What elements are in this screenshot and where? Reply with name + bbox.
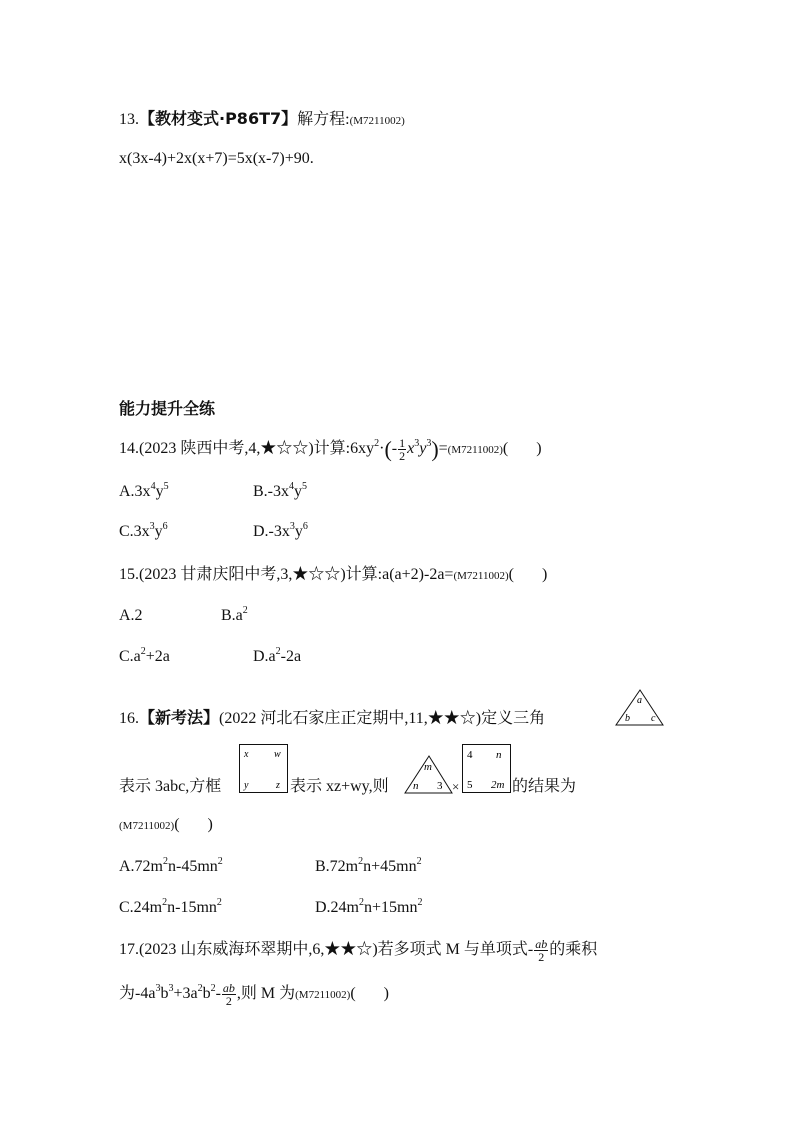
q17-l2-frac-num: ab <box>222 981 235 995</box>
q14-code: (M7211002) <box>447 444 503 457</box>
tri-val-3: 3 <box>437 780 443 792</box>
q13-title <box>119 108 405 132</box>
q16-tag: 【新考法】 <box>139 708 220 727</box>
q16-option-c[interactable] <box>119 897 222 919</box>
q14-neg: - <box>391 440 398 458</box>
q14-frac-num: 1 <box>399 436 406 450</box>
q14-exp3b: 3 <box>426 438 432 450</box>
q14-eq: = <box>438 440 448 458</box>
q14-x: x <box>407 440 415 458</box>
q16-a-e2: 2 <box>217 856 223 867</box>
tri-val-m: m <box>424 761 432 773</box>
q15-option-a[interactable]: A.2 <box>119 607 143 624</box>
q17-l2-e1: 3 <box>155 983 161 995</box>
box-def-y: y <box>244 780 249 791</box>
q16-a-e1: 2 <box>163 856 168 867</box>
q16-b-p2: n+45mn <box>363 858 417 875</box>
q14-b-mid: y <box>294 483 302 500</box>
box-def-z: z <box>276 780 280 791</box>
q16-d-e2: 2 <box>417 897 423 908</box>
q14-option-d[interactable] <box>253 521 308 543</box>
times-sign: × <box>452 779 460 794</box>
q16-c-e1: 2 <box>162 897 168 908</box>
q17-l2-a: 为-4a <box>119 985 156 1003</box>
triangle-value <box>404 755 454 795</box>
q14-d-base: D.-3x <box>253 523 290 540</box>
q14-option-c[interactable] <box>119 521 168 543</box>
q13-instruction: 解方程: <box>297 111 350 128</box>
box-def-x: x <box>244 749 249 760</box>
tri-def-c: c <box>651 713 656 724</box>
q16-option-a[interactable] <box>119 856 223 878</box>
q14-fraction <box>398 437 406 462</box>
q16-b-p1: B.72m <box>315 858 359 875</box>
q17-frac-den: 2 <box>538 950 545 964</box>
q17-text1: 17.(2023 山东威海环翠期中,6,★★☆)若多项式 M 与单项式- <box>119 941 534 959</box>
q16-text4: 的结果为 <box>512 778 577 795</box>
q14-option-a[interactable] <box>119 481 169 503</box>
q14-a-mid: y <box>155 483 164 500</box>
q15-d-rest: -2a <box>280 648 302 665</box>
q14-option-b[interactable] <box>253 481 307 503</box>
q14-y: y <box>419 440 427 458</box>
q13-number: 13. <box>119 111 139 128</box>
q15-option-c[interactable] <box>119 646 170 668</box>
q14-c-mid: y <box>154 523 163 540</box>
q14-d-mid: y <box>294 523 303 540</box>
q17-l2-c: +3a <box>173 985 198 1003</box>
box-value <box>462 744 512 794</box>
q17-l2-e3: 2 <box>197 983 203 995</box>
q16-close-paren: ) <box>207 816 213 833</box>
q14-c-base: C.3x <box>119 523 150 540</box>
q17-l2-e2: 3 <box>168 983 174 995</box>
q16-c-e2: 2 <box>216 897 222 908</box>
q16-option-b[interactable] <box>315 856 422 878</box>
q16-text3: 表示 xz+wy,则 <box>290 778 389 795</box>
q16-c-p2: n-15mn <box>167 899 217 916</box>
q14-frac-den: 2 <box>399 449 406 463</box>
q17-code: (M7211002) <box>295 989 351 1002</box>
q13-code: (M7211002) <box>349 115 405 127</box>
q16-open-paren: ( <box>174 816 180 833</box>
q14-b-e1: 4 <box>289 481 294 492</box>
q14-prefix: 14.(2023 陕西中考,4,★☆☆)计算:6xy <box>119 440 375 458</box>
box-val-4: 4 <box>467 749 473 761</box>
box-def-w: w <box>274 749 281 760</box>
q14-c-e2: 6 <box>162 521 168 532</box>
section-title: 能力提升全练 <box>119 399 216 418</box>
q16-number: 16. <box>119 710 139 727</box>
q16-d-p2: n+15mn <box>364 899 418 916</box>
q15-d-exp: 2 <box>275 646 281 657</box>
q14-exp3a: 3 <box>414 438 420 450</box>
q16-d-p1: D.24m <box>315 899 359 916</box>
q14-b-e2: 5 <box>302 481 307 492</box>
q14-close-paren: ) <box>536 440 542 458</box>
q14-d-e1: 3 <box>289 521 295 532</box>
q17-line2 <box>119 982 389 1007</box>
q16-a-p2: n-45mn <box>168 858 218 875</box>
q15-close-paren: ) <box>541 566 548 583</box>
q14-d-e2: 6 <box>302 521 308 532</box>
q15-code: (M7211002) <box>453 570 509 582</box>
q14-a-e1: 4 <box>150 481 156 492</box>
q15-text: 15.(2023 甘肃庆阳中考,3,★☆☆)计算:a(a+2)-2a= <box>119 566 454 583</box>
q17-l2-frac-den: 2 <box>225 994 232 1008</box>
q16-line1 <box>119 707 545 730</box>
q14-a-e2: 5 <box>163 481 169 492</box>
q17-close-paren: ) <box>383 985 389 1003</box>
q15-b-exp: 2 <box>242 605 248 616</box>
q16-d-e1: 2 <box>359 897 364 908</box>
q15-option-d[interactable] <box>253 646 301 668</box>
q16-b-e1: 2 <box>358 856 364 867</box>
q14-dot: · <box>379 440 385 458</box>
q17-l2-e4: 2 <box>210 983 216 995</box>
q17-l2-tail: ,则 M 为 <box>236 985 296 1003</box>
q16-c-p1: C.24m <box>119 899 163 916</box>
tri-val-n: n <box>413 780 419 792</box>
q14-stem: 14.(2023 陕西中考,4,★☆☆)计算$:6xy^2\cdot(-$ $\frac{1}{2}$ $x^3y^3)=(M7211002)$( ) <box>119 436 542 463</box>
q17-l2-fraction <box>222 982 236 1007</box>
q15-c-exp: 2 <box>140 646 146 657</box>
q13-equation: x(3x-4)+2x(x+7)=5x(x-7)+90. <box>119 150 314 167</box>
q14-a-base: A.3x <box>119 483 151 500</box>
q16-text2: 表示 3abc,方框 <box>119 778 222 795</box>
q16-text1: (2022 河北石家庄正定期中,11,★★☆)定义三角 <box>219 710 546 727</box>
q14-open-paren: ( <box>502 440 509 458</box>
q17-frac-num: ab <box>535 937 548 951</box>
q15-c-rest: +2a <box>145 648 170 665</box>
box-val-2m: 2m <box>491 779 505 791</box>
q15-stem <box>119 564 547 587</box>
q16-b-e2: 2 <box>416 856 422 867</box>
tri-def-b: b <box>625 713 630 724</box>
q14-c-e1: 3 <box>149 521 155 532</box>
box-val-n: n <box>496 749 502 761</box>
triangle-definition <box>615 689 665 727</box>
tri-def-a: a <box>637 695 642 706</box>
q15-d-base: D.a <box>253 648 276 665</box>
q17-l2-d: b <box>202 985 211 1003</box>
box-val-5: 5 <box>467 779 473 791</box>
q17-text2: 的乘积 <box>549 941 598 959</box>
q15-option-b[interactable] <box>221 605 248 627</box>
q17-fraction <box>534 938 548 963</box>
q15-b-base: B.a <box>221 607 243 624</box>
q17-line1 <box>119 938 597 963</box>
q17-open-paren: ( <box>350 985 356 1003</box>
q15-c-base: C.a <box>119 648 141 665</box>
q16-option-d[interactable] <box>315 897 422 919</box>
q14-b-base: B.-3x <box>253 483 289 500</box>
q15-open-paren: ( <box>508 566 514 583</box>
q16-line3 <box>119 814 213 837</box>
q17-l2-minus: - <box>215 985 221 1003</box>
box-definition <box>239 744 289 794</box>
q17-l2-b: b <box>160 985 169 1003</box>
q14-exp2: 2 <box>374 438 380 450</box>
q16-a-p1: A.72m <box>119 858 163 875</box>
q13-tag: 【教材变式·P86T7】 <box>139 109 298 128</box>
q16-code: (M7211002) <box>119 820 175 832</box>
